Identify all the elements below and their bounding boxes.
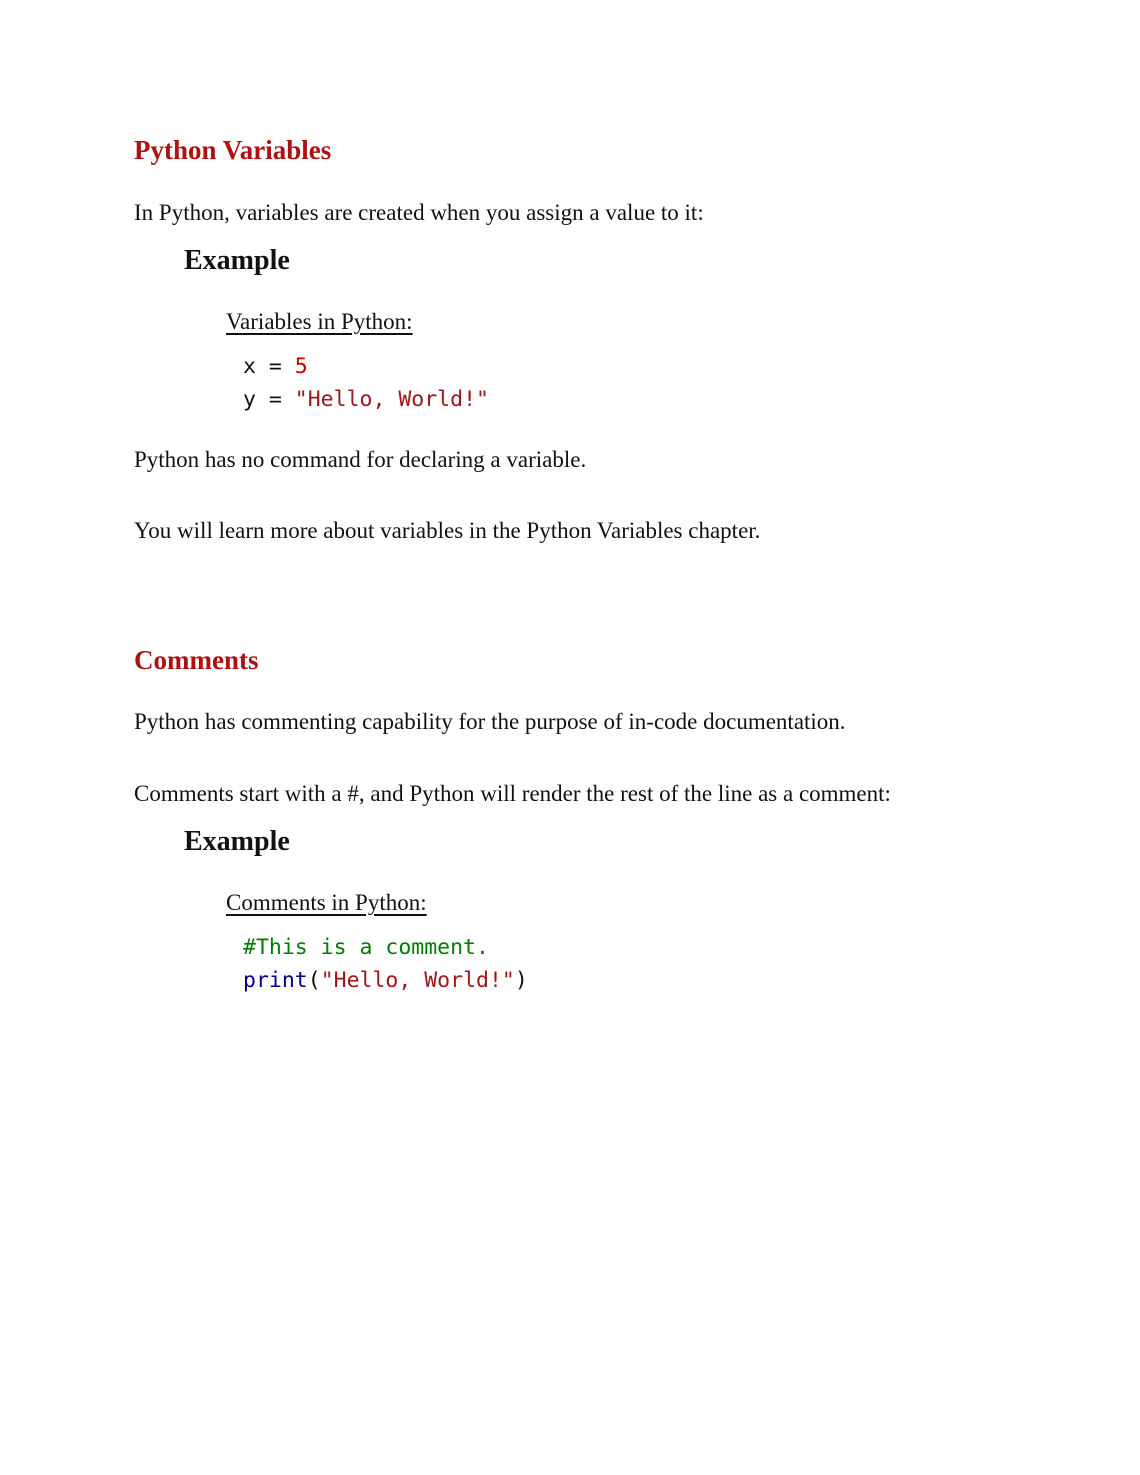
- body-paragraph: Comments start with a #, and Python will render the rest of the line as a comment:: [134, 781, 891, 806]
- code-comment: #This is a comment.: [243, 935, 489, 960]
- code-line: [243, 387, 489, 412]
- code-variable: y: [243, 387, 256, 412]
- code-variable: x: [243, 354, 256, 379]
- intro-paragraph: In Python, variables are created when you assign a value to it:: [134, 200, 704, 225]
- code-caption: Variables in Python:: [226, 309, 413, 334]
- code-line: [243, 968, 528, 993]
- code-number-literal: 5: [294, 354, 308, 379]
- code-operator: =: [255, 387, 295, 412]
- body-paragraph: You will learn more about variables in the Python Variables chapter.: [134, 518, 761, 543]
- code-line: [243, 354, 308, 379]
- code-function-name: print: [243, 968, 308, 993]
- section-heading-python-variables: Python Variables: [134, 135, 332, 165]
- example-label: Example: [184, 245, 290, 276]
- body-paragraph: Python has no command for declaring a variable.: [134, 447, 587, 472]
- body-paragraph: Python has commenting capability for the purpose of in-code documentation.: [134, 709, 846, 734]
- code-line: [243, 935, 489, 960]
- code-operator: =: [255, 354, 295, 379]
- code-caption: Comments in Python:: [226, 890, 427, 915]
- code-string-literal: "Hello, World!": [294, 387, 489, 412]
- code-paren: (: [307, 968, 321, 993]
- example-label: Example: [184, 826, 290, 857]
- code-paren: ): [514, 968, 528, 993]
- code-string-literal: "Hello, World!": [320, 968, 515, 993]
- section-heading-comments: Comments: [134, 645, 259, 675]
